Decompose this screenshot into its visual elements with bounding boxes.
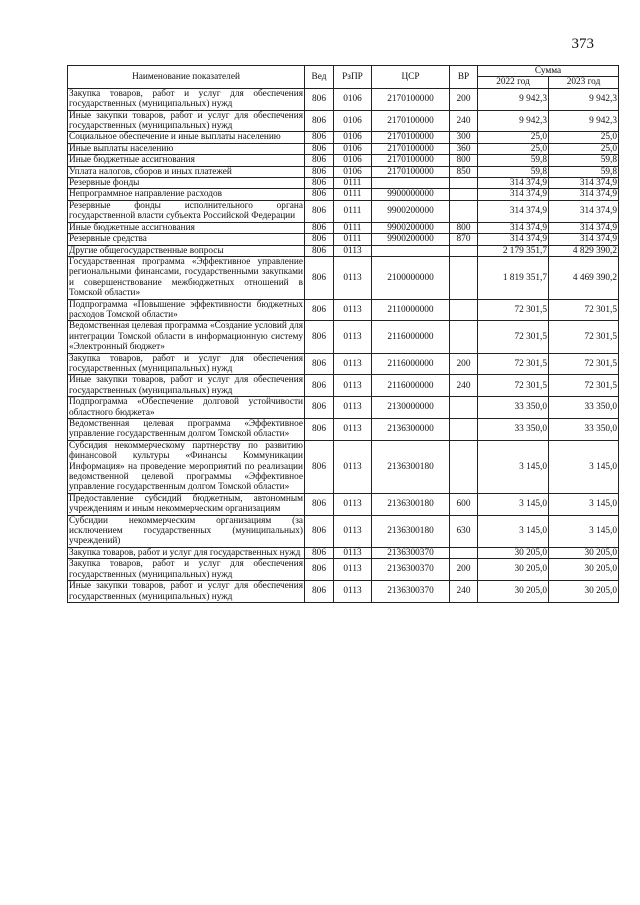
cell-2023: 30 205,0: [549, 581, 619, 603]
cell-csr: 2136300370: [372, 581, 450, 603]
cell-csr: 9900200000: [372, 200, 450, 222]
cell-2023: 4 469 390,2: [549, 256, 619, 299]
cell-csr: 2136300180: [372, 493, 450, 515]
cell-2022: 1 819 351,7: [478, 256, 549, 299]
cell-rzpr: 0106: [334, 166, 372, 177]
cell-name: Непрограммное направление расходов: [68, 189, 305, 200]
cell-ved: 806: [305, 581, 334, 603]
cell-csr: 2170100000: [372, 166, 450, 177]
cell-2023: 33 350,0: [549, 397, 619, 419]
cell-ved: 806: [305, 493, 334, 515]
cell-csr: 2170100000: [372, 88, 450, 110]
cell-name: Резервные фонды исполнительного органа государственной власти субъекта Российской Федерации: [69, 200, 303, 222]
cell-vr: [450, 440, 478, 493]
cell-vr: 360: [450, 143, 478, 154]
table-row: [68, 515, 619, 547]
cell-ved: 806: [305, 166, 334, 177]
cell-name: Подпрограмма «Обеспечение долговой устойчивости областного бюджета»: [69, 397, 303, 418]
cell-rzpr: 0113: [334, 256, 372, 299]
cell-ved: 806: [305, 547, 334, 558]
cell-vr: 850: [450, 166, 478, 177]
header-year-2023: 2023 год: [549, 77, 619, 88]
cell-name: Другие общегосударственные вопросы: [68, 245, 305, 256]
cell-2023: 314 374,9: [549, 234, 619, 245]
cell-name: Подпрограмма «Повышение эффективности бюджетных расходов Томской области»: [69, 299, 303, 320]
cell-csr: 2170100000: [372, 132, 450, 143]
cell-ved: 806: [305, 88, 334, 110]
cell-2023: 4 829 390,2: [549, 245, 619, 256]
header-vr: ВР: [450, 66, 478, 89]
cell-csr: 9900200000: [372, 222, 450, 233]
cell-csr: 2136300000: [372, 419, 450, 441]
cell-rzpr: 0111: [334, 222, 372, 233]
cell-vr: 200: [450, 559, 478, 581]
cell-2022: 314 374,9: [478, 234, 549, 245]
cell-ved: 806: [305, 559, 334, 581]
cell-rzpr: 0113: [334, 245, 372, 256]
cell-2023: 30 205,0: [549, 547, 619, 558]
cell-vr: [450, 200, 478, 222]
cell-2022: 59,8: [478, 155, 549, 166]
cell-2022: 314 374,9: [478, 178, 549, 189]
cell-vr: 800: [450, 222, 478, 233]
cell-name: Иные закупки товаров, работ и услуг для обеспечения государственных (муниципальных) нужд: [69, 375, 303, 396]
cell-csr: 2130000000: [372, 397, 450, 419]
cell-name: Социальное обеспечение и иные выплаты населению: [68, 132, 305, 143]
table-header: [68, 66, 619, 89]
cell-rzpr: 0113: [334, 353, 372, 375]
cell-2022: 33 350,0: [478, 397, 549, 419]
cell-2022: 3 145,0: [478, 493, 549, 515]
cell-vr: [450, 321, 478, 353]
header-ved: Вед: [305, 66, 334, 89]
cell-rzpr: 0113: [334, 299, 372, 321]
cell-2022: 3 145,0: [478, 515, 549, 547]
cell-csr: 2136300180: [372, 440, 450, 493]
cell-ved: 806: [305, 353, 334, 375]
cell-vr: 600: [450, 493, 478, 515]
cell-rzpr: 0113: [334, 547, 372, 558]
cell-name: Закупка товаров, работ и услуг для государственных нужд: [68, 547, 305, 558]
cell-vr: 240: [450, 375, 478, 397]
cell-name: Государственная программа «Эффективное управление региональными финансами, государственными закупками и совершенствование межбюджетных отношений в Томской области»: [69, 256, 303, 299]
cell-ved: 806: [305, 234, 334, 245]
cell-vr: 870: [450, 234, 478, 245]
cell-2022: 314 374,9: [478, 222, 549, 233]
cell-vr: 200: [450, 353, 478, 375]
cell-ved: 806: [305, 132, 334, 143]
cell-rzpr: 0113: [334, 515, 372, 547]
table-row: [68, 375, 619, 397]
cell-csr: 2170100000: [372, 155, 450, 166]
cell-vr: [450, 189, 478, 200]
cell-2022: 59,8: [478, 166, 549, 177]
cell-2022: 9 942,3: [478, 88, 549, 110]
table-row: [68, 493, 619, 515]
cell-2022: 2 179 351,7: [478, 245, 549, 256]
cell-2022: 72 301,5: [478, 321, 549, 353]
cell-2022: 33 350,0: [478, 419, 549, 441]
cell-csr: 2100000000: [372, 256, 450, 299]
cell-rzpr: 0111: [334, 234, 372, 245]
cell-csr: 2136300370: [372, 559, 450, 581]
cell-name: Иные закупки товаров, работ и услуг для обеспечения государственных (муниципальных) нужд: [69, 581, 303, 602]
table-row: [68, 88, 619, 110]
cell-name: Иные закупки товаров, работ и услуг для обеспечения государственных (муниципальных) нужд: [69, 110, 303, 132]
cell-2022: 25,0: [478, 132, 549, 143]
cell-2023: 314 374,9: [549, 200, 619, 222]
cell-csr: 2116000000: [372, 321, 450, 353]
table-row: [68, 353, 619, 375]
cell-ved: 806: [305, 110, 334, 132]
cell-vr: [450, 299, 478, 321]
cell-2023: 9 942,3: [549, 88, 619, 110]
cell-ved: 806: [305, 515, 334, 547]
cell-2022: 30 205,0: [478, 559, 549, 581]
cell-name: Иные бюджетные ассигнования: [68, 222, 305, 233]
cell-name: Закупка товаров, работ и услуг для обеспечения государственных (муниципальных) нужд: [69, 88, 303, 110]
cell-rzpr: 0111: [334, 200, 372, 222]
cell-name: Субсидия некоммерческому партнерству по развитию финансовой культуры «Финансы Коммуникации Информация» на проведение мероприятий по реализации ведомственной целевой программы «Эффективное управление государственным долгом Томской области»: [69, 440, 303, 493]
table-row: [68, 234, 619, 245]
cell-vr: [450, 547, 478, 558]
cell-2023: 25,0: [549, 132, 619, 143]
table-row: [68, 419, 619, 441]
cell-ved: 806: [305, 200, 334, 222]
cell-2023: 33 350,0: [549, 419, 619, 441]
cell-2023: 30 205,0: [549, 559, 619, 581]
cell-csr: 2136300180: [372, 515, 450, 547]
cell-2022: 314 374,9: [478, 200, 549, 222]
cell-name: Предоставление субсидий бюджетным, автономным учреждениям и иным некоммерческим организациям: [69, 493, 303, 515]
cell-name: Закупка товаров, работ и услуг для обеспечения государственных (муниципальных) нужд: [69, 353, 303, 374]
cell-vr: [450, 256, 478, 299]
cell-rzpr: 0113: [334, 559, 372, 581]
cell-ved: 806: [305, 143, 334, 154]
cell-vr: [450, 397, 478, 419]
cell-rzpr: 0106: [334, 110, 372, 132]
table-row: [68, 166, 619, 177]
cell-ved: 806: [305, 256, 334, 299]
cell-2022: 30 205,0: [478, 581, 549, 603]
header-csr: ЦСР: [372, 66, 450, 89]
cell-2022: 314 374,9: [478, 189, 549, 200]
cell-rzpr: 0106: [334, 155, 372, 166]
cell-vr: 200: [450, 88, 478, 110]
cell-rzpr: 0111: [334, 178, 372, 189]
cell-rzpr: 0113: [334, 321, 372, 353]
cell-ved: 806: [305, 245, 334, 256]
cell-2023: 314 374,9: [549, 178, 619, 189]
cell-name: Иные выплаты населению: [68, 143, 305, 154]
table-row: [68, 200, 619, 222]
header-sum: Сумма: [478, 66, 619, 77]
table-row: [68, 178, 619, 189]
cell-ved: 806: [305, 419, 334, 441]
cell-2022: 9 942,3: [478, 110, 549, 132]
page-number: 373: [571, 36, 594, 52]
cell-rzpr: 0113: [334, 440, 372, 493]
budget-table: [67, 65, 619, 603]
table-row: [68, 299, 619, 321]
cell-vr: 800: [450, 155, 478, 166]
cell-vr: 240: [450, 110, 478, 132]
cell-rzpr: 0113: [334, 493, 372, 515]
cell-csr: 9900200000: [372, 234, 450, 245]
cell-ved: 806: [305, 375, 334, 397]
table-row: [68, 256, 619, 299]
header-rzpr: РзПР: [334, 66, 372, 89]
cell-2022: 72 301,5: [478, 375, 549, 397]
cell-2023: 72 301,5: [549, 375, 619, 397]
header-name: Наименование показателей: [68, 66, 305, 89]
cell-rzpr: 0106: [334, 132, 372, 143]
cell-rzpr: 0113: [334, 419, 372, 441]
cell-rzpr: 0106: [334, 143, 372, 154]
cell-csr: 2136300370: [372, 547, 450, 558]
cell-rzpr: 0113: [334, 581, 372, 603]
cell-csr: 2116000000: [372, 353, 450, 375]
table-row: [68, 189, 619, 200]
cell-name: Ведомственная целевая программа «Создание условий для интеграции Томской области в информационную систему «Электронный бюджет»: [69, 321, 303, 353]
cell-2023: 59,8: [549, 166, 619, 177]
cell-csr: 2116000000: [372, 375, 450, 397]
table-row: [68, 581, 619, 603]
cell-2023: 59,8: [549, 155, 619, 166]
cell-csr: 9900000000: [372, 189, 450, 200]
table-row: [68, 143, 619, 154]
cell-2022: 72 301,5: [478, 353, 549, 375]
cell-ved: 806: [305, 397, 334, 419]
cell-name: Субсидии некоммерческим организациям (за исключением государственных (муниципальных) учреждений): [69, 515, 303, 547]
cell-2023: 3 145,0: [549, 515, 619, 547]
cell-vr: [450, 419, 478, 441]
cell-vr: 300: [450, 132, 478, 143]
table-row: [68, 321, 619, 353]
cell-ved: 806: [305, 299, 334, 321]
cell-ved: 806: [305, 155, 334, 166]
cell-csr: [372, 245, 450, 256]
cell-2022: 25,0: [478, 143, 549, 154]
cell-name: Ведомственная целевая программа «Эффективное управление государственным долгом Томской области»: [69, 419, 303, 440]
cell-2023: 314 374,9: [549, 222, 619, 233]
table-body: [68, 88, 619, 602]
cell-rzpr: 0113: [334, 397, 372, 419]
cell-2023: 3 145,0: [549, 440, 619, 493]
table-row: [68, 222, 619, 233]
header-year-2022: 2022 год: [478, 77, 549, 88]
cell-2023: 72 301,5: [549, 299, 619, 321]
cell-ved: 806: [305, 321, 334, 353]
cell-2023: 25,0: [549, 143, 619, 154]
cell-ved: 806: [305, 189, 334, 200]
cell-2022: 3 145,0: [478, 440, 549, 493]
cell-2023: 9 942,3: [549, 110, 619, 132]
table-row: [68, 559, 619, 581]
table-row: [68, 440, 619, 493]
cell-name: Резервные средства: [68, 234, 305, 245]
table-row: [68, 155, 619, 166]
cell-csr: 2110000000: [372, 299, 450, 321]
table-row: [68, 132, 619, 143]
cell-name: Уплата налогов, сборов и иных платежей: [68, 166, 305, 177]
cell-2023: 72 301,5: [549, 321, 619, 353]
cell-2022: 30 205,0: [478, 547, 549, 558]
cell-vr: [450, 245, 478, 256]
cell-name: Иные бюджетные ассигнования: [68, 155, 305, 166]
cell-csr: 2170100000: [372, 143, 450, 154]
cell-2023: 3 145,0: [549, 493, 619, 515]
table-row: [68, 547, 619, 558]
cell-ved: 806: [305, 178, 334, 189]
cell-vr: 240: [450, 581, 478, 603]
cell-ved: 806: [305, 222, 334, 233]
cell-name: Закупка товаров, работ и услуг для обеспечения государственных (муниципальных) нужд: [69, 559, 303, 580]
cell-name: Резервные фонды: [68, 178, 305, 189]
cell-vr: [450, 178, 478, 189]
table-row: [68, 110, 619, 132]
cell-rzpr: 0111: [334, 189, 372, 200]
cell-rzpr: 0106: [334, 88, 372, 110]
cell-vr: 630: [450, 515, 478, 547]
cell-2023: 72 301,5: [549, 353, 619, 375]
cell-csr: 2170100000: [372, 110, 450, 132]
table-row: [68, 397, 619, 419]
cell-ved: 806: [305, 440, 334, 493]
cell-2023: 314 374,9: [549, 189, 619, 200]
table-row: [68, 245, 619, 256]
cell-csr: [372, 178, 450, 189]
cell-rzpr: 0113: [334, 375, 372, 397]
cell-2022: 72 301,5: [478, 299, 549, 321]
